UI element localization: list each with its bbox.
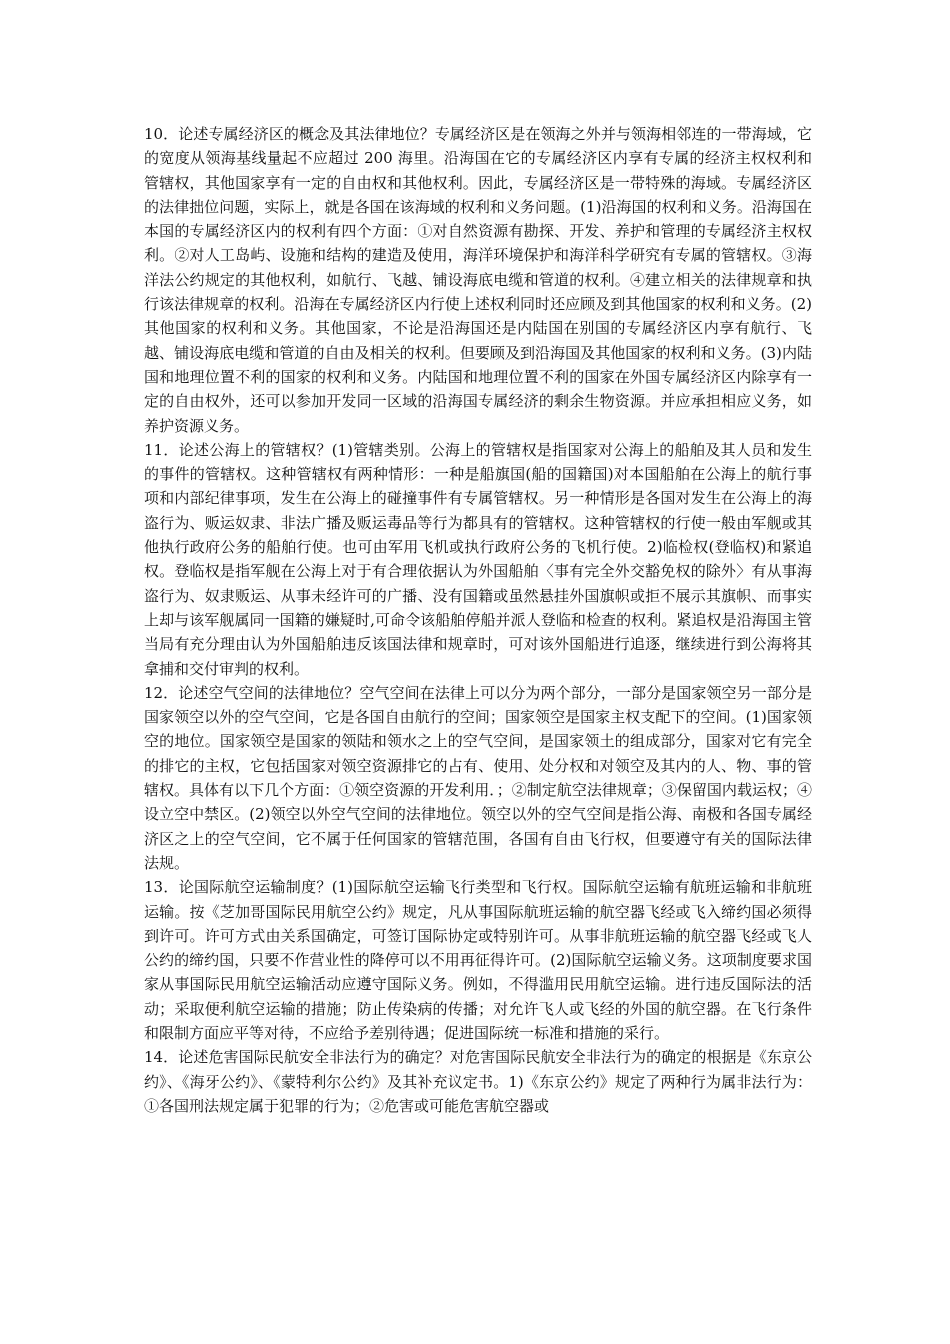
- question-12-paragraph: 12．论述空气空间的法律地位？空气空间在法律上可以分为两个部分，一部分是国家领空另一部分是国家领空以外的空气空间，它是各国自由航行的空间；国家领空是国家主权支配下的空间。(1)国家领空的地位。国家领空是国家的领陆和领水之上的空气空间，是国家领土的组成部分，国家对它有完全的排它的主权，它包括国家对领空资源排它的占有、使用、处分权和对领空及其内的人、物、事的管辖权。具体有以下几个方面：①领空资源的开发利用．；②制定航空法律规章；③保留国内载运权；④设立空中禁区。(2)领空以外空气空间的法律地位。领空以外的空气空间是指公海、南极和各国专属经济区之上的空气空间，它不属于任何国家的管辖范围，各国有自由飞行权，但要遵守有关的国际法律法规。: [144, 683, 812, 872]
- question-14-paragraph: 14．论述危害国际民航安全非法行为的确定？对危害国际民航安全非法行为的确定的根据是《东京公约》、《海牙公约》、《蒙特利尔公约》及其补充议定书。1)《东京公约》规定了两种行为属非法行为：①各国刑法规定属于犯罪的行为；②危害或可能危害航空器或: [144, 1048, 812, 1115]
- document-body: [144, 122, 812, 1118]
- question-13-paragraph: 13．论国际航空运输制度？(1)国际航空运输飞行类型和飞行权。国际航空运输有航班运输和非航班运输。按《芝加哥国际民用航空公约》规定，凡从事国际航班运输的航空器飞经或飞入缔约国必须得到许可。许可方式由关系国确定，可签订国际协定或特别许可。从事非航班运输的航空器飞经或飞人公约的缔约国，只要不作营业性的降停可以不用再征得许可。(2)国际航空运输义务。这项制度要求国家从事国际民用航空运输活动应遵守国际义务。例如，不得滥用民用航空运输。进行违反国际法的活动；采取便利航空运输的措施；防止传染病的传播；对允许飞人或飞经的外国的航空器。在飞行条件和限制方面应平等对待，不应给予差别待遇；促进国际统一标准和措施的采行。: [144, 878, 812, 1042]
- question-10-paragraph: 10．论述专属经济区的概念及其法律地位？专属经济区是在领海之外并与领海相邻连的一带海域，它的宽度从领海基线量起不应超过 200 海里。沿海国在它的专属经济区内享有专属的经济主权权利和管辖权，其他国家享有一定的自由权和其他权利。因此，专属经济区是一带特殊的海域。专属经济区的法律拙位问题，实际上，就是各国在该海域的权利和义务问题。(1)沿海国的权利和义务。沿海国在本国的专属经济区内的权利有四个方面：①对自然资源有勘探、开发、养护和管理的专属经济主权权利。②对人工岛屿、设施和结构的建造及使用，海洋环境保护和海洋科学研究有专属的管辖权。③海洋法公约规定的其他权利，如航行、飞越、铺设海底电缆和管道的权利。④建立相关的法律规章和执行该法律规章的权利。沿海在专属经济区内行使上述权利同时还应顾及到其他国家的权利和义务。(2)其他国家的权利和义务。其他国家，不论是沿海国还是内陆国在别国的专属经济区内享有航行、飞越、铺设海底电缆和管道的自由及相关的权利。但要顾及到沿海国及其他国家的权利和义务。(3)内陆国和地理位置不利的国家的权利和义务。内陆国和地理位置不利的国家在外国专属经济区内除享有一定的自由权外，还可以参加开发同一区域的沿海国专属经济的剩余生物资源。并应承担相应义务，如养护资源义务。: [144, 125, 812, 435]
- question-11-paragraph: 11．论述公海上的管辖权？(1)管辖类别。公海上的管辖权是指国家对公海上的船舶及其人员和发生的事件的管辖权。这种管辖权有两种情形：一种是船旗国(船的国籍国)对本国船舶在公海上的航行事项和内部纪律事项，发生在公海上的碰撞事件有专属管辖权。另一种情形是各国对发生在公海上的海盗行为、贩运奴隶、非法广播及贩运毒品等行为都具有的管辖权。这种管辖权的行使一般由军舰或其他执行政府公务的船舶行使。也可由军用飞机或执行政府公务的飞机行使。2)临检权(登临权)和紧追权。登临权是指军舰在公海上对于有合理依据认为外国船舶〈事有完全外交豁免权的除外〉有从事海盗行为、奴隶贩运、从事未经许可的广播、没有国籍或虽然悬挂外国旗帜或拒不展示其旗帜、而事实上却与该军舰属同一国籍的嫌疑时,可命令该船舶停船并派人登临和检查的权利。紧追权是沿海国主管当局有充分理由认为外国船舶违反该国法律和规章时，可对该外国船进行追逐，继续进行到公海将其拿捕和交付审判的权利。: [144, 440, 812, 678]
